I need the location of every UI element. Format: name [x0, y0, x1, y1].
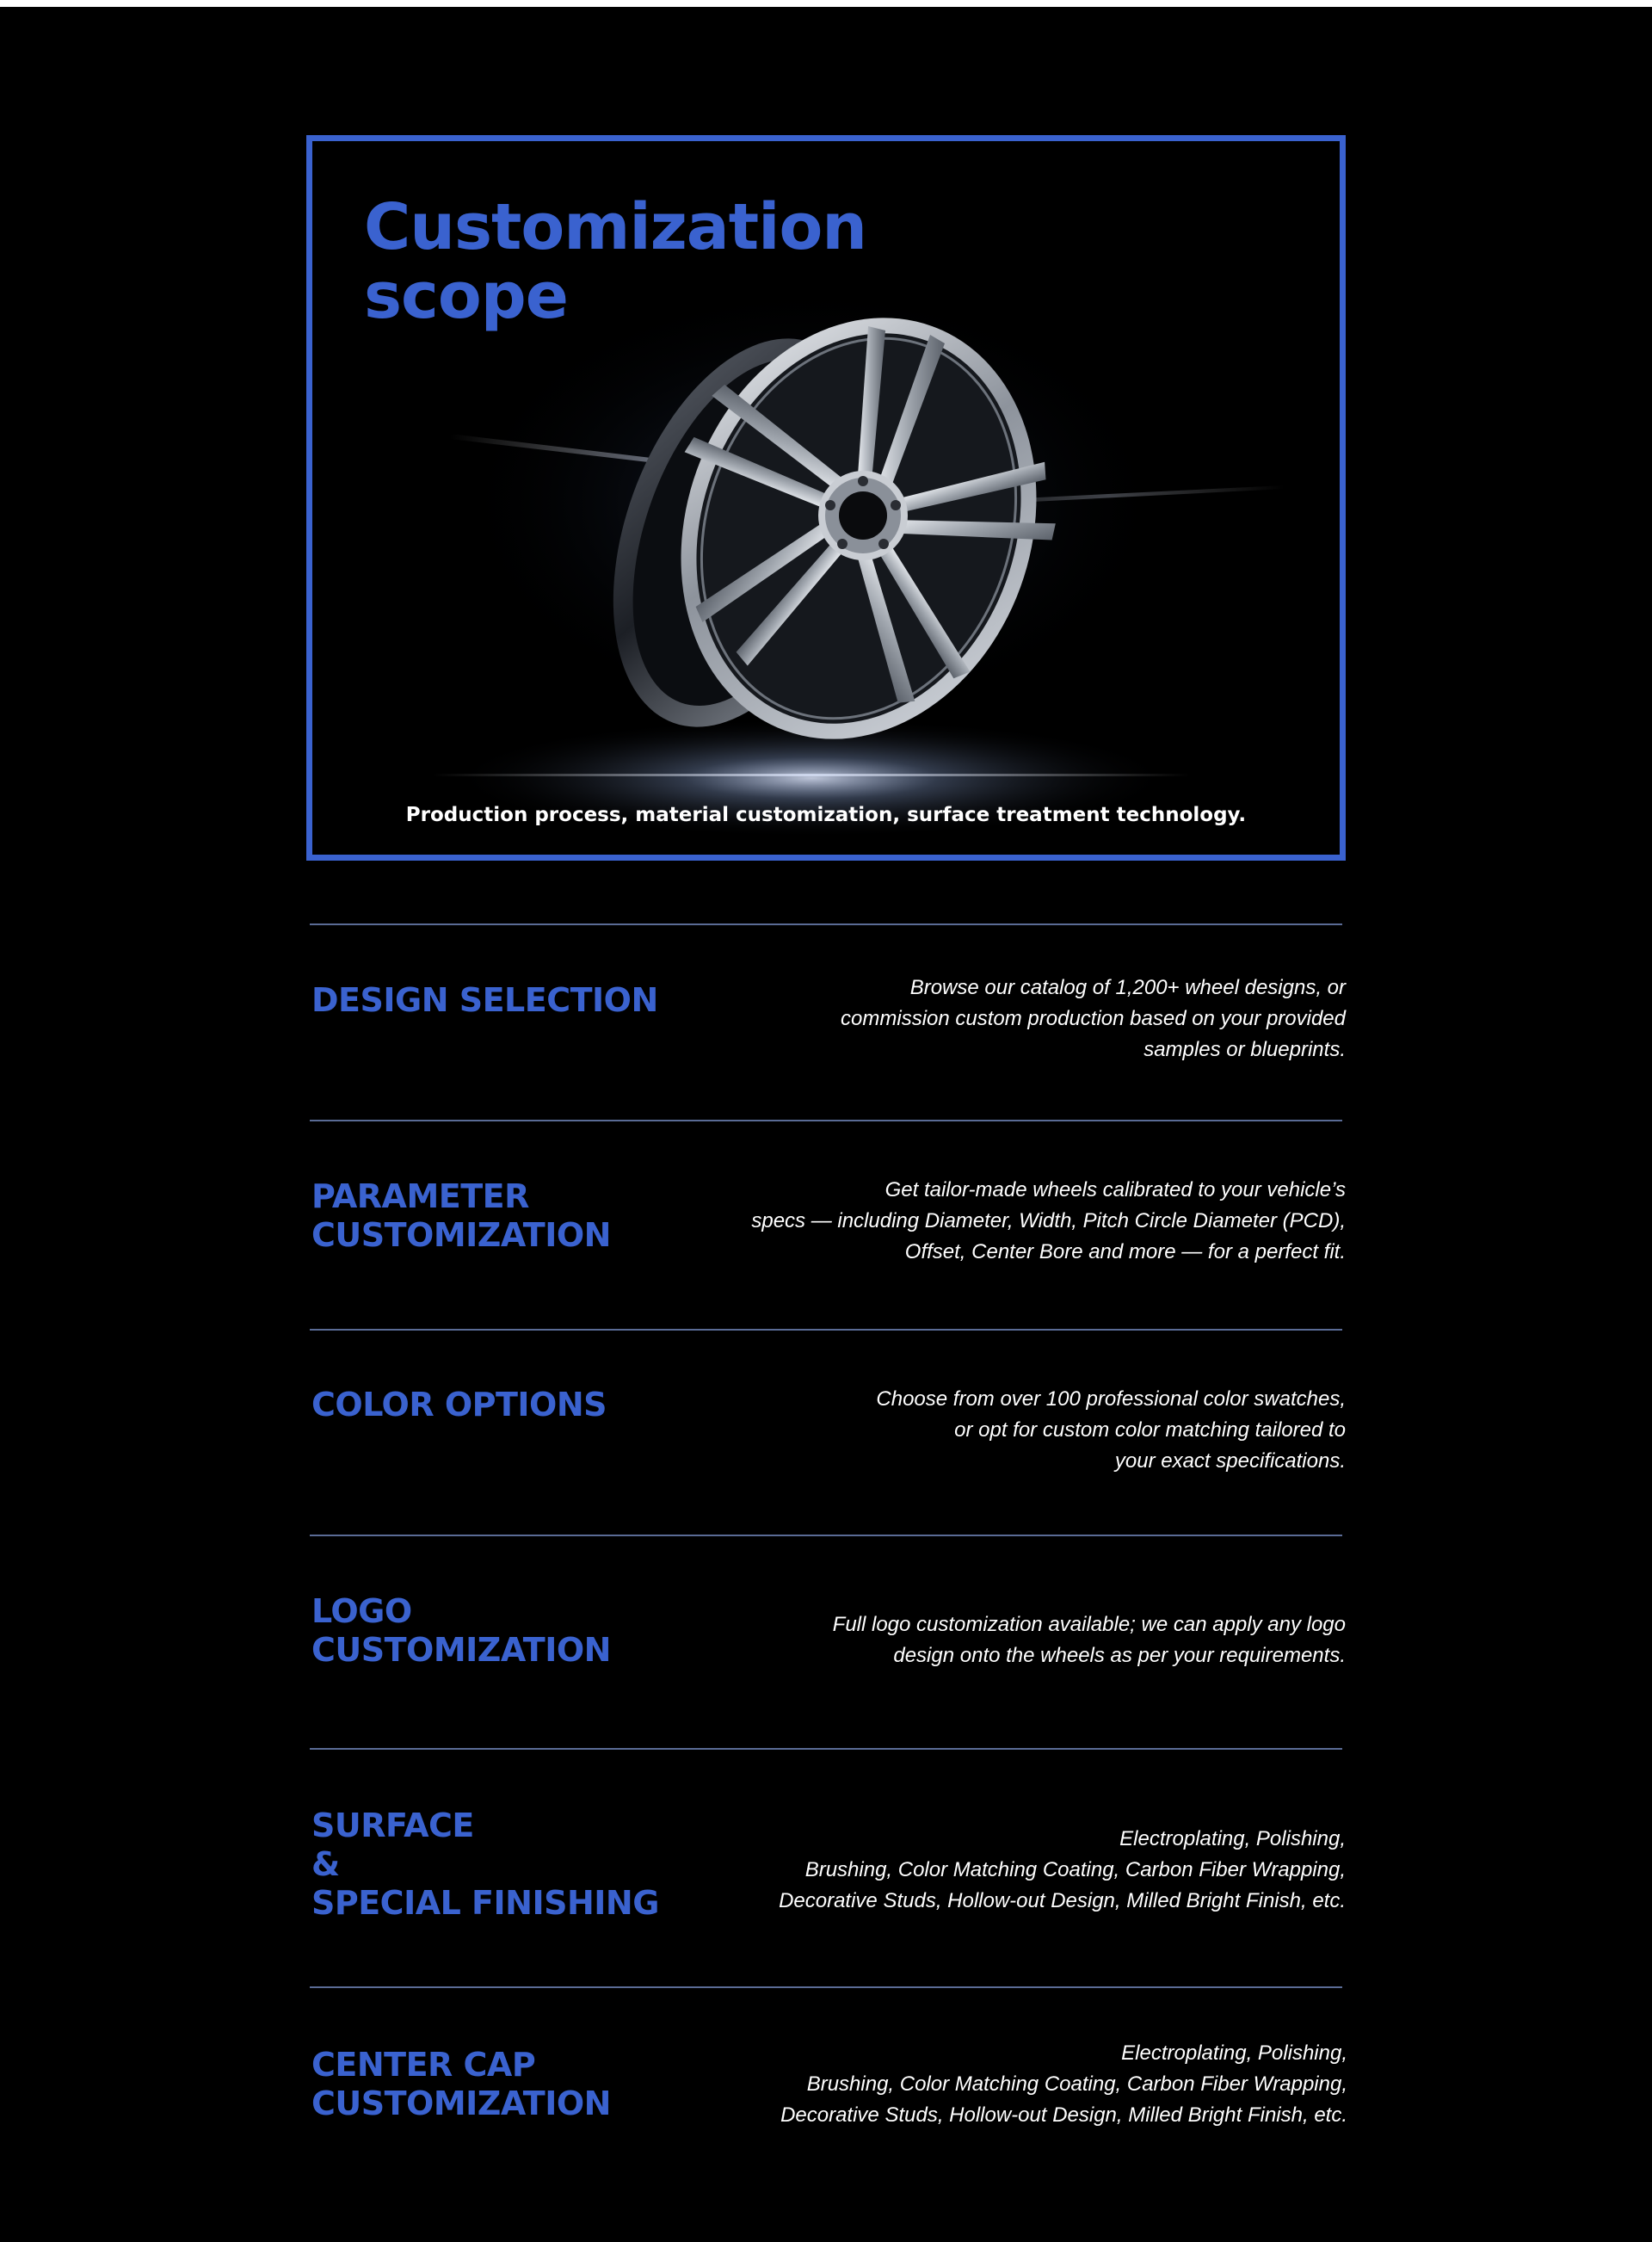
row-desc-surface-special-finishing	[779, 1824, 1346, 1917]
row-desc-line: design onto the wheels as per your requirements.	[893, 1644, 1346, 1667]
divider	[310, 1535, 1342, 1536]
row-label-line: CUSTOMIZATION	[311, 1216, 611, 1254]
row-desc-line: Brushing, Color Matching Coating, Carbon Fiber Wrapping,	[804, 1858, 1346, 1881]
row-desc-line: samples or blueprints.	[1143, 1038, 1346, 1061]
row-desc-line: Choose from over 100 professional color swatches,	[876, 1387, 1346, 1411]
divider	[310, 923, 1342, 925]
row-label-color-options	[311, 1386, 607, 1424]
divider	[310, 1329, 1342, 1331]
row-label-line: DESIGN SELECTION	[311, 981, 658, 1019]
row-desc-line: or opt for custom color matching tailored to	[954, 1418, 1346, 1442]
row-label-logo-customization	[311, 1592, 611, 1670]
hero-banner	[306, 135, 1346, 861]
row-desc-line: Brushing, Color Matching Coating, Carbon Fiber Wrapping,	[806, 2072, 1347, 2096]
divider	[310, 1986, 1342, 1988]
row-label-line: SURFACE	[311, 1807, 474, 1844]
row-desc-line: specs — including Diameter, Width, Pitch Circle Diameter (PCD),	[751, 1209, 1346, 1232]
row-desc-line: Full logo customization available; we can apply any logo	[832, 1613, 1346, 1636]
row-desc-color-options	[876, 1384, 1346, 1477]
row-label-line: PARAMETER	[311, 1177, 529, 1215]
row-desc-line: Offset, Center Bore and more — for a perfect fit.	[904, 1240, 1346, 1263]
row-desc-line: your exact specifications.	[1114, 1449, 1346, 1473]
hero-title-line-2: scope	[364, 259, 568, 333]
hero-caption: Production process, material customization, surface treatment technology.	[405, 804, 1247, 826]
row-desc-line: Get tailor-made wheels calibrated to your vehicle’s	[885, 1178, 1346, 1201]
row-desc-line: commission custom production based on your provided	[841, 1007, 1346, 1030]
top-strip	[0, 0, 1652, 7]
row-desc-line: Electroplating, Polishing,	[1119, 1827, 1346, 1850]
row-label-line: CUSTOMIZATION	[311, 1631, 611, 1669]
row-desc-logo-customization	[833, 1609, 1346, 1671]
row-label-line: &	[311, 1845, 340, 1883]
row-label-parameter-customization	[311, 1177, 611, 1255]
row-label-surface-special-finishing	[311, 1807, 659, 1923]
row-label-line: COLOR OPTIONS	[311, 1386, 607, 1424]
divider	[310, 1120, 1342, 1121]
hero-title	[364, 190, 866, 333]
row-desc-line: Browse our catalog of 1,200+ wheel designs, or	[909, 976, 1346, 999]
row-label-line: CENTER CAP	[311, 2046, 536, 2084]
row-desc-line: Electroplating, Polishing,	[1121, 2041, 1347, 2065]
row-desc-line: Decorative Studs, Hollow-out Design, Milled Bright Finish, etc.	[780, 2103, 1347, 2127]
divider	[310, 1748, 1342, 1750]
row-desc-center-cap-customization	[780, 2038, 1347, 2131]
row-label-line: LOGO	[311, 1592, 412, 1630]
row-label-design-selection	[311, 981, 658, 1020]
row-label-line: SPECIAL FINISHING	[311, 1884, 659, 1922]
row-desc-parameter-customization	[751, 1175, 1346, 1268]
row-desc-design-selection	[841, 973, 1346, 1065]
row-label-line: CUSTOMIZATION	[311, 2085, 611, 2122]
row-label-center-cap-customization	[311, 2046, 611, 2123]
row-desc-line: Decorative Studs, Hollow-out Design, Milled Bright Finish, etc.	[779, 1889, 1346, 1912]
hero-title-line-1: Customization	[364, 190, 866, 264]
